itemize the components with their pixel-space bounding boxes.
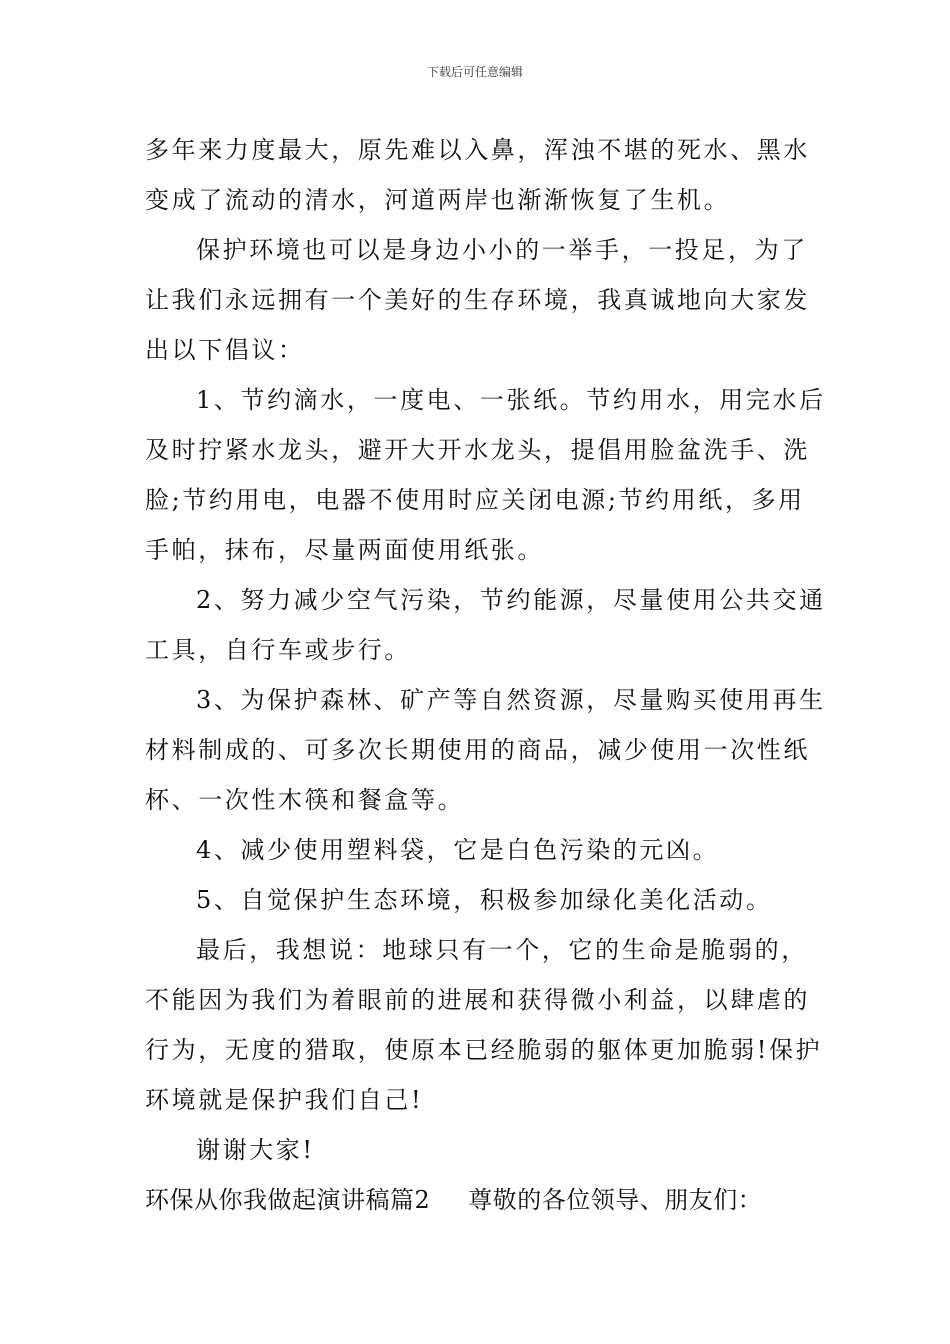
text-line: 材料制成的、可多次长期使用的商品，减少使用一次性纸 [145,736,810,764]
section-title-line [145,1175,815,1225]
text-line: 3、为保护森林、矿产等自然资源，尽量购买使用再生 [196,686,826,714]
text-line: 最后，我想说：地球只有一个，它的生命是脆弱的， [196,936,808,964]
text-line: 2、努力减少空气污染，节约能源，尽量使用公共交通 [196,586,826,614]
text-line: 脸;节约用电，电器不使用时应关闭电源;节约用纸，多用 [145,486,805,514]
text-line: 不能因为我们为着眼前的进展和获得微小利益，以肆虐的 [145,986,810,1014]
text-line: 环境就是保护我们自己! [145,1086,424,1114]
text-line: 出以下倡议： [145,336,305,364]
text-line: 多年来力度最大，原先难以入鼻，浑浊不堪的死水、黑水 [145,136,810,164]
text-line: 变成了流动的清水，河道两岸也渐渐恢复了生机。 [145,186,731,214]
salutation: 尊敬的各位领导、朋友们： [468,1186,763,1214]
text-line: 5、自觉保护生态环境，积极参加绿化美化活动。 [196,886,773,914]
section-title: 环保从你我做起演讲稿篇2 [145,1186,431,1214]
text-line: 保护环境也可以是身边小小的一举手，一投足，为了 [196,236,808,264]
text-line: 行为，无度的猎取，使原本已经脆弱的躯体更加脆弱!保护 [145,1036,823,1064]
text-line: 工具，自行车或步行。 [145,636,411,664]
text-line: 谢谢大家! [196,1136,315,1164]
text-line: 杯、一次性木筷和餐盒等。 [145,786,465,814]
text-line: 1、节约滴水，一度电、一张纸。节约用水，用完水后 [196,386,826,414]
text-line: 4、减少使用塑料袋，它是白色污染的元凶。 [196,836,720,864]
text-line: 让我们永远拥有一个美好的生存环境，我真诚地向大家发 [145,286,810,314]
document-body [145,125,826,1225]
page-header: 下载后可任意编辑 [426,65,523,79]
text-line: 手帕，抹布，尽量两面使用纸张。 [145,536,544,564]
text-line: 及时拧紧水龙头，避开大开水龙头，提倡用脸盆洗手、洗 [145,436,810,464]
